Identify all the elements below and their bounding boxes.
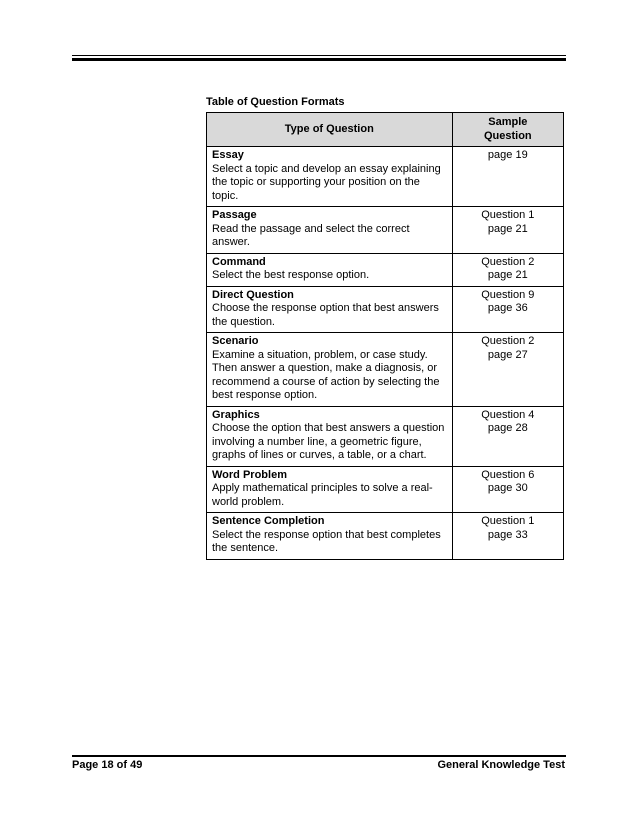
sample-line2: page 27 — [487, 348, 528, 361]
sample-line1: Question 2 — [481, 335, 535, 347]
sample-cell — [452, 333, 563, 407]
format-name: Direct Question — [212, 288, 294, 301]
table-row — [207, 333, 564, 407]
sample-line2: page 30 — [487, 482, 528, 494]
table-row — [207, 406, 564, 466]
sample-cell — [452, 286, 563, 333]
sample-line1: Question 6 — [481, 468, 535, 481]
format-name: Scenario — [212, 335, 259, 347]
format-name: Passage — [212, 209, 257, 221]
sample-cell — [452, 466, 563, 513]
sample-cell — [452, 406, 563, 466]
sample-cell — [452, 253, 563, 286]
format-name: Word Problem — [212, 468, 287, 481]
sample-line1: Question 1 — [481, 515, 535, 527]
format-cell — [207, 147, 453, 207]
header-type-of-question: Type of Question — [207, 113, 453, 147]
table-row — [207, 286, 564, 333]
sample-line1: Question 4 — [481, 408, 535, 421]
footer-page-number: Page 18 of 49 — [72, 759, 143, 771]
format-description: Select the best response option. — [212, 269, 370, 281]
footer-rule — [72, 755, 566, 757]
format-description: Choose the option that best answers a question involving a number line, a geometric figure, graphs of lines or curves, a table, or a chart. — [212, 422, 445, 461]
sample-line1: page 19 — [487, 149, 528, 161]
sample-cell — [452, 513, 563, 560]
sample-line2: page 28 — [487, 422, 528, 434]
sample-line1: Question 1 — [481, 209, 535, 221]
format-description: Choose the response option that best answers the question. — [212, 302, 439, 328]
table-row — [207, 253, 564, 286]
sample-line1: Question 2 — [481, 255, 535, 268]
header-sample-line2: Question — [483, 129, 532, 142]
table-row — [207, 147, 564, 207]
format-description: Select a topic and develop an essay explaining the topic or supporting your position on the topic. — [212, 162, 441, 202]
sample-line2: page 33 — [487, 528, 528, 541]
sample-cell — [452, 207, 563, 254]
format-description: Apply mathematical principles to solve a real-world problem. — [212, 482, 433, 508]
format-name: Sentence Completion — [212, 515, 325, 527]
sample-cell — [452, 147, 563, 207]
header-sample-line1: Sample — [488, 116, 528, 128]
format-cell — [207, 207, 453, 254]
format-name: Command — [212, 255, 266, 268]
format-cell — [207, 406, 453, 466]
table-header-row — [207, 113, 564, 147]
sample-line2: page 36 — [487, 302, 528, 314]
question-formats-table — [206, 112, 564, 560]
table-row — [207, 207, 564, 254]
table-row — [207, 466, 564, 513]
format-name: Essay — [212, 149, 244, 161]
sample-line2: page 21 — [487, 222, 528, 235]
format-description: Select the response option that best completes the sentence. — [212, 528, 441, 554]
format-cell — [207, 466, 453, 513]
format-cell — [207, 253, 453, 286]
sample-line1: Question 9 — [481, 288, 535, 301]
format-cell — [207, 286, 453, 333]
table-row — [207, 513, 564, 560]
format-cell — [207, 333, 453, 407]
table-title: Table of Question Formats — [206, 96, 345, 108]
format-description: Read the passage and select the correct answer. — [212, 222, 410, 248]
header-sample-question — [452, 113, 563, 147]
sample-line2: page 21 — [487, 269, 528, 281]
format-name: Graphics — [212, 408, 260, 421]
footer-document-title: General Knowledge Test — [437, 759, 565, 771]
format-cell — [207, 513, 453, 560]
format-description: Examine a situation, problem, or case study. Then answer a question, make a diagnosis, or recommend a course of action by selecting the best response option. — [212, 348, 440, 401]
header-rule — [72, 55, 566, 61]
